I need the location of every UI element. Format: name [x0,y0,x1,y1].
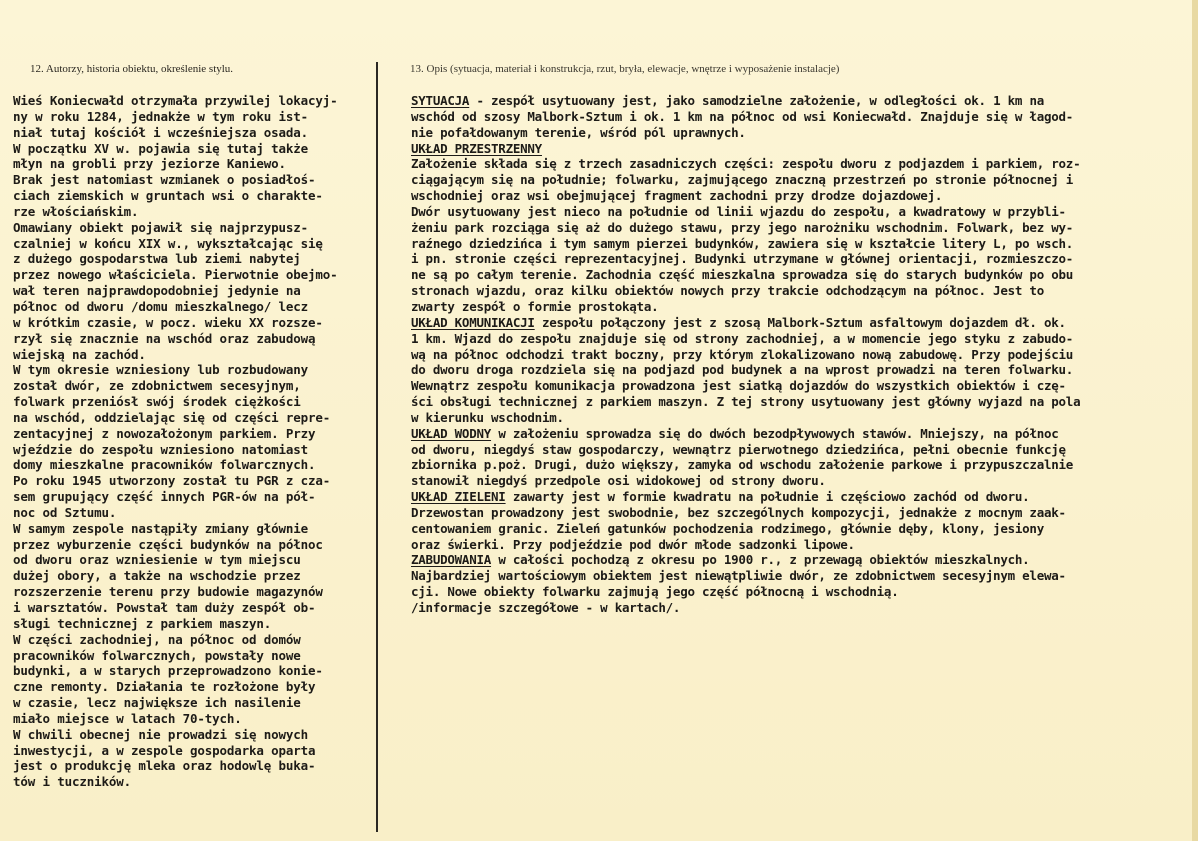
description-text: i pn. stronie części reprezentacyjnej. Budynki utrzymane w głównej orientacji, rozmieszczo- [411,251,1074,267]
description-text: wschód od szosy Malbork-Sztum i ok. 1 km na północ od wsi Koniecwałd. Znajduje się w łagod- [411,108,1074,124]
description-text: Dwór usytuowany jest nieco na południe od linii wjazdu do zespołu, a kwadratowy w przybli- [411,203,1066,219]
description-text: Drzewostan prowadzony jest swobodnie, bez szczególnych kompozycji, jednakże z mocnym zaak- [411,504,1066,520]
description-text-column [411,93,1191,616]
history-line: młyn na grobli przy jeziorze Kaniewo. [13,156,286,172]
history-line: został dwór, ze zdobnictwem secesyjnym, [13,378,301,394]
history-line: domy mieszkalne pracowników folwarcznych. [13,457,316,473]
description-line [411,267,1191,283]
description-line [411,552,1191,568]
history-line: rzył się znacznie na wschód oraz zabudową [13,330,316,346]
description-line [411,394,1191,410]
description-text: Założenie składa się z trzech zasadniczych części: zespołu dworu z podjazdem i parkiem, roz- [411,156,1081,172]
description-text: cji. Nowe obiekty folwarku zajmują jego część północną i wschodnią. [411,584,899,600]
description-line [411,457,1191,473]
description-line [411,251,1191,267]
description-line [411,537,1191,553]
history-line: w krótkim czasie, w pocz. wieku XX rozsze- [13,314,323,330]
description-line [411,156,1191,172]
history-line: jest o produkcję mleka oraz hodowlę buka- [13,758,316,774]
description-text: - zespół usytuowany jest, jako samodzielne założenie, w odległości ok. 1 km na [469,93,1044,108]
card-edge [1192,0,1198,841]
description-line [411,141,1191,157]
description-text: wschodniej oraz wsi obejmującej fragment zachodni przy drodze dojazdowej. [411,188,943,204]
history-text-column [13,93,373,790]
history-line: zentacyjnej z nowozałożonym parkiem. Przy [13,425,316,441]
history-line: sługi technicznej z parkiem maszyn. [13,615,272,631]
description-line [411,489,1191,505]
history-line: Wieś Koniecwałd otrzymała przywilej lokacyj- [13,93,338,108]
description-text: wą na północ odchodzi trakt boczny, przy którym zlokalizowano nową zabudowę. Przy podejściu [411,346,1074,362]
description-text: w założeniu sprowadza się do dwóch bezodpływowych stawów. Mniejszy, na północ [491,425,1059,441]
history-line: dużej obory, a także na wschodzie przez [13,568,301,584]
description-text: stronach wjazdu, oraz kilku obiektów nowych przy trakcie odchodzącym na północ. Jest to [411,283,1044,299]
description-text: centowaniem granic. Zieleń gatunków pochodzenia rodzimego, głównie dęby, klony, jesiony [411,520,1044,536]
history-line: budynki, a w starych przeprowadzono konie- [13,663,323,679]
description-line [411,109,1191,125]
history-line: północ od dworu /domu mieszkalnego/ lecz [13,298,309,314]
history-line: czne remonty. Działania te rozłożone były [13,679,316,695]
section-13-heading: 13. Opis (sytuacja, materiał i konstrukcja, rzut, bryła, elewacje, wnętrze i wyposażenie instalacje) [410,63,840,75]
description-line [411,347,1191,363]
section-label: UKŁAD WODNY [411,425,492,441]
history-line: W tym okresie wzniesiony lub rozbudowany [13,362,309,378]
description-text: stanowił niegdyś przedpole osi widokowej od strony dworu. [411,473,826,489]
description-text: zespołu połączony jest z szosą Malbork-Sztum asfaltowym dojazdem dł. ok. [534,314,1066,330]
section-label: SYTUACJA [411,93,470,108]
description-line [411,505,1191,521]
description-line [411,283,1191,299]
history-line: pracowników folwarcznych, powstały nowe [13,647,301,663]
history-line: rze włościańskim. [13,203,139,219]
description-line [411,584,1191,600]
description-text: ne są po całym terenie. Zachodnia część mieszkalna sprowadza się do starych budynków po obu [411,267,1074,283]
description-line [411,473,1191,489]
history-line: folwark przeniósł swój środek ciężkości [13,394,301,410]
description-text: od dworu, niegdyś staw gospodarczy, wewnątrz pierwotnego dziedzińca, pełni obecnie funkcję [411,441,1066,457]
description-text: /informacje szczegółowe - w kartach/. [411,600,681,615]
history-line: wiejską na zachód. [13,346,146,362]
history-line: W samym zespole nastąpiły zmiany głównie [13,520,309,536]
description-text: w całości pochodzą z okresu po 1900 r., z przewagą obiektów mieszkalnych. [491,552,1030,568]
history-line: przez wyburzenie części budynków na północ [13,536,323,552]
history-line: Po roku 1945 utworzony został tu PGR z cza- [13,473,331,489]
description-line [411,188,1191,204]
history-line: inwestycji, a w zespole gospodarka oparta [13,742,316,758]
description-text: zwarty zespół o formie prostokąta. [411,298,659,314]
description-text: Wewnątrz zespołu komunikacja prowadzona jest siatką dojazdów do wszystkich obiektów i czę- [411,378,1066,394]
description-line [411,378,1191,394]
column-divider [376,62,378,832]
description-text: do dworu droga rozdziela się na podjazd pod budynek a na wprost prowadzi na teren folwarku. [411,362,1074,378]
description-line [411,568,1191,584]
section-label: UKŁAD KOMUNIKACJI [411,314,535,330]
history-line: przez nowego właściciela. Pierwotnie obejmo- [13,267,338,283]
description-text: zawarty jest w formie kwadratu na południe i częściowo zachód od dworu. [505,489,1030,505]
history-line: sem grupujący część innych PGR-ów na pół- [13,489,316,505]
description-text: zbiornika p.poż. Drugi, dużo większy, zamyka od wschodu założenie parkowe i przypuszczalnie [411,457,1074,473]
history-line: rozszerzenie terenu przy budowie magazynów [13,584,323,600]
description-text: nie pofałdowanym terenie, wśród pól uprawnych. [411,124,746,140]
history-line: niał tutaj kościół i wcześniejsza osada. [13,124,309,140]
description-line [411,220,1191,236]
description-line [411,236,1191,252]
history-line: w czasie, lecz największe ich nasilenie [13,695,301,711]
history-line: wjeździe do zespołu wzniesiono natomiast [13,441,309,457]
description-line [411,299,1191,315]
section-label: UKŁAD ZIELENI [411,489,506,505]
history-line: od dworu oraz wzniesienie w tym miejscu [13,552,301,568]
description-text: w kierunku wschodnim. [411,409,564,425]
description-text: oraz świerki. Przy podjeździe pod dwór młode sadzonki lipowe. [411,536,855,552]
history-line: noc od Sztumu. [13,504,117,520]
section-label: UKŁAD PRZESTRZENNY [411,140,542,156]
history-line: wał teren najprawdopodobniej jedynie na [13,283,301,299]
description-text: raźnego dziedzińca i tym samym pierzei budynków, zawiera się w kształcie litery L, po wsch. [411,235,1074,251]
description-text: ciągającym się na południe; folwarku, zajmującego znaczną przestrzeń po stronie północnej i [411,172,1074,188]
section-12-heading: 12. Autorzy, historia obiektu, określenie stylu. [30,63,234,75]
description-line [411,315,1191,331]
history-line: miało miejsce w latach 70-tych. [13,710,242,726]
description-line [411,93,1191,109]
history-line: czalniej w końcu XIX w., wykształcając się [13,235,323,251]
description-text: żeniu park rozciąga się aż do dużego stawu, przy jego narożniku wschodnim. Folwark, bez wy- [411,219,1074,235]
description-line [411,521,1191,537]
description-line [411,331,1191,347]
history-line: z dużego gospodarstwa lub ziemi nabytej [13,251,301,267]
description-text: 1 km. Wjazd do zespołu znajduje się od strony zachodniej, a w momencie jego styku z zabudo- [411,330,1074,346]
section-label: ZABUDOWANIA [411,552,492,568]
description-line [411,442,1191,458]
history-line: W początku XV w. pojawia się tutaj także [13,140,309,156]
history-line: na wschód, oddzielając się od części repre- [13,409,331,425]
description-line [411,204,1191,220]
description-text: Najbardziej wartościowym obiektem jest niewątpliwie dwór, ze zdobnictwem secesyjnym elewa- [411,568,1066,584]
history-line: Omawiany obiekt pojawił się najprzypusz- [13,219,309,235]
history-line: W części zachodniej, na północ od domów [13,631,301,647]
history-line: tów i tuczników. [13,774,132,790]
description-line [411,125,1191,141]
description-line [411,172,1191,188]
history-line: ny w roku 1284, jednakże w tym roku ist- [13,108,309,124]
description-line [411,362,1191,378]
description-line [411,410,1191,426]
history-line: i warsztatów. Powstał tam duży zespół ob- [13,600,316,615]
history-line: Brak jest natomiast wzmianek o posiadłoś- [13,172,316,188]
description-line [411,426,1191,442]
description-text: ści obsługi technicznej z parkiem maszyn. Z tej strony usytuowany jest główny wyjazd na pola [411,394,1081,410]
history-line: W chwili obecnej nie prowadzi się nowych [13,726,309,742]
history-line: ciach ziemskich w gruntach wsi o charakte- [13,188,323,204]
description-line [411,600,1191,616]
